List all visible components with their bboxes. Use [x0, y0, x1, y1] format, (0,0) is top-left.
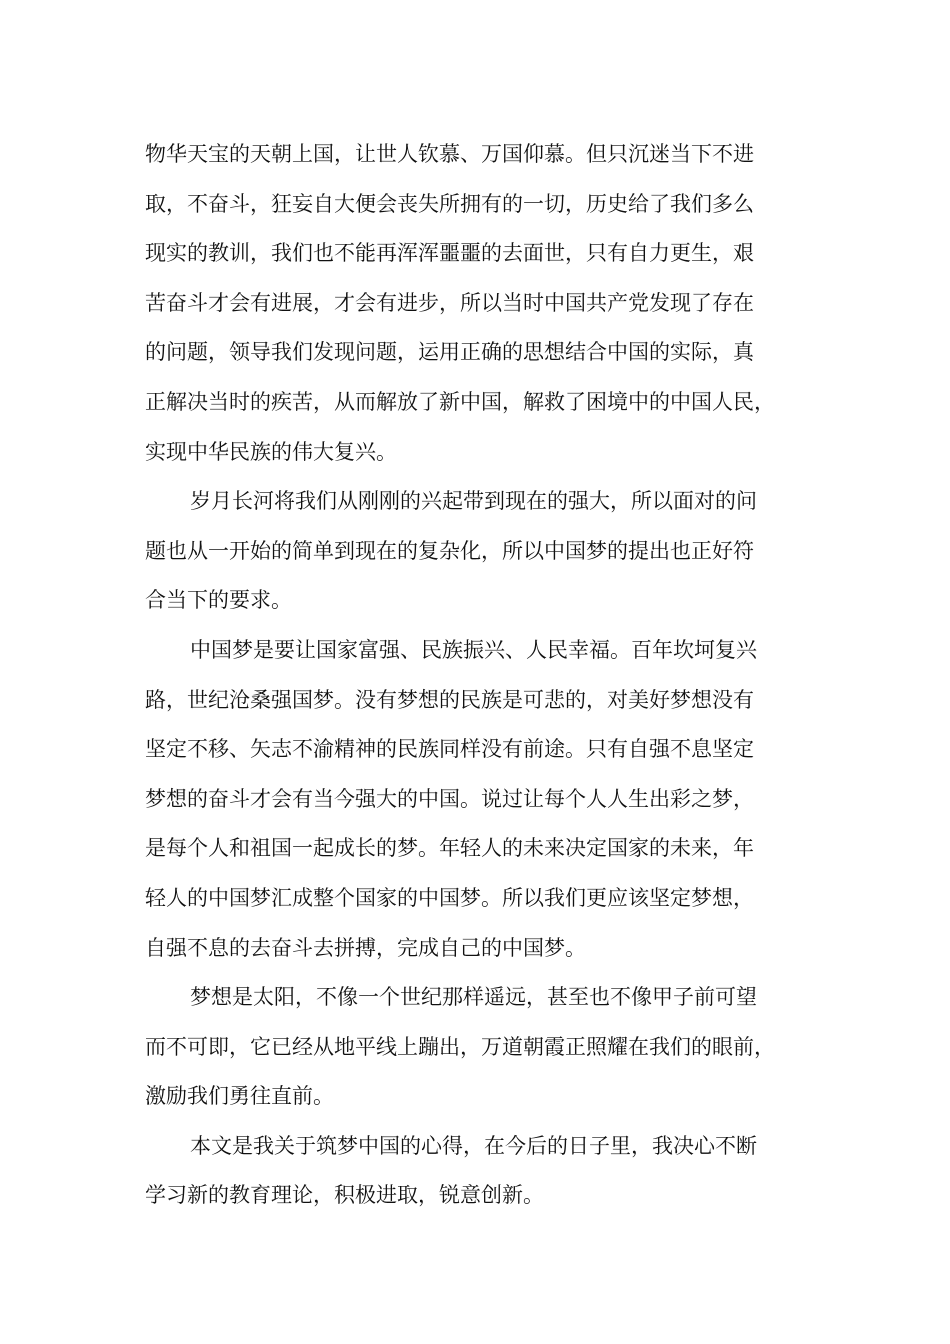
text-line: 实现中华民族的伟大复兴。 — [145, 439, 397, 464]
text-line: 学习新的教育理论，积极进取，锐意创新。 — [145, 1183, 544, 1208]
text-line: 正解决当时的疾苦，从而解放了新中国，解救了困境中的中国人民， — [145, 389, 775, 414]
text-line: 而不可即，它已经从地平线上蹦出，万道朝霞正照耀在我们的眼前， — [145, 1034, 775, 1059]
text-line: 路，世纪沧桑强国梦。没有梦想的民族是可悲的，对美好梦想没有 — [145, 687, 754, 712]
paragraph-first-line: 本文是我关于筑梦中国的心得，在今后的日子里，我决心不断 — [190, 1133, 757, 1158]
text-line: 坚定不移、矢志不渝精神的民族同样没有前途。只有自强不息坚定 — [145, 737, 754, 762]
text-line: 题也从一开始的简单到现在的复杂化，所以中国梦的提出也正好符 — [145, 538, 754, 563]
text-line: 现实的教训，我们也不能再浑浑噩噩的去面世，只有自力更生，艰 — [145, 241, 754, 266]
text-line: 自强不息的去奋斗去拼搏，完成自己的中国梦。 — [145, 935, 586, 960]
document-body — [145, 130, 825, 1221]
text-line: 合当下的要求。 — [145, 588, 292, 613]
text-line: 的问题，领导我们发现问题，运用正确的思想结合中国的实际，真 — [145, 340, 754, 365]
text-line: 苦奋斗才会有进展，才会有进步，所以当时中国共产党发现了存在 — [145, 290, 754, 315]
paragraph-first-line: 梦想是太阳，不像一个世纪那样遥远，甚至也不像甲子前可望 — [190, 985, 757, 1010]
text-line: 是每个人和祖国一起成长的梦。年轻人的未来决定国家的未来，年 — [145, 836, 754, 861]
paragraph-first-line: 中国梦是要让国家富强、民族振兴、人民幸福。百年坎坷复兴 — [190, 637, 757, 662]
text-line: 物华天宝的天朝上国，让世人钦慕、万国仰慕。但只沉迷当下不进 — [145, 142, 754, 166]
text-line: 取，不奋斗，狂妄自大便会丧失所拥有的一切，历史给了我们多么 — [145, 191, 754, 216]
text-line: 轻人的中国梦汇成整个国家的中国梦。所以我们更应该坚定梦想， — [145, 885, 754, 910]
text-line: 梦想的奋斗才会有当今强大的中国。说过让每个人人生出彩之梦， — [145, 786, 754, 811]
text-line: 激励我们勇往直前。 — [145, 1084, 334, 1109]
paragraph-first-line: 岁月长河将我们从刚刚的兴起带到现在的强大，所以面对的问 — [190, 489, 757, 514]
